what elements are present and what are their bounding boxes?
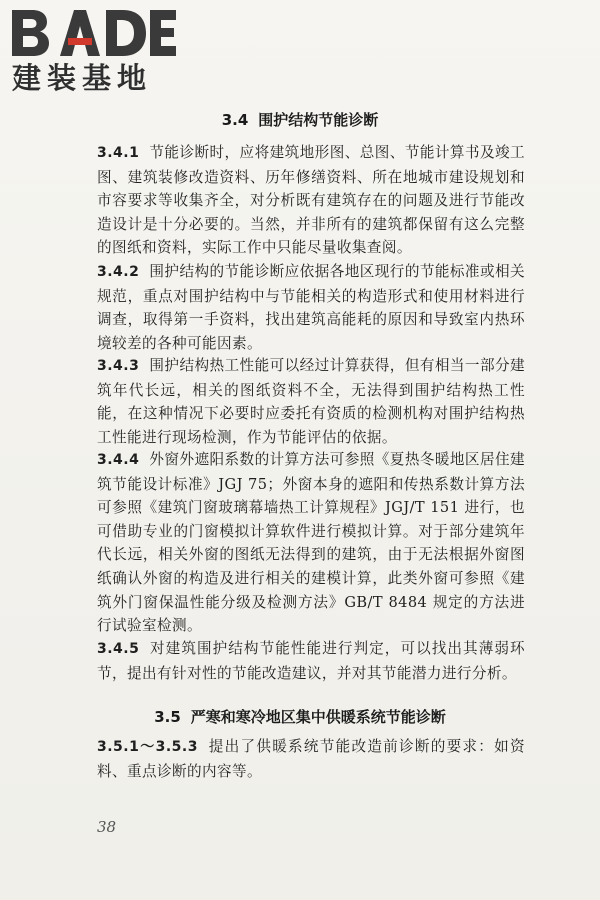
clause-text: 外窗外遮阳系数的计算方法可参照《夏热冬暖地区居住建筑节能设计标准》JGJ 75；外窗本身的遮阳和传热系数计算方法可参照《建筑门窗玻璃幕墙热工计算规程》JGJ/T 151 进行，也可借助专业的门窗模拟计算软件进行模拟计算。对于部分建筑年代长远，相关外窗的图纸无法得到的建筑，由于无法根据外窗图纸确认外窗的构造及进行相关的建模计算，此类外窗可参照《建筑外门窗保温性能分级及检测方法》GB/T 8484 规定的方法进行试验室检测。 (97, 451, 525, 635)
clause-text: 节能诊断时，应将建筑地形图、总图、节能计算书及竣工图、建筑装修改造资料、历年修缮资料、所在地城市建设规划和市容要求等收集齐全，对分析既有建筑存在的问题及进行节能改造设计是十分必要的。当然，并非所有的建筑都保留有这么完整的图纸和资料，实际工作中只能尽量收集查阅。 (97, 144, 525, 257)
clause-number: 3.4.5 (97, 641, 140, 657)
clause-text: 提出了供暖系统节能改造前诊断的要求：如资料、重点诊断的内容等。 (97, 738, 525, 780)
clause-number: 3.4.3 (97, 358, 140, 374)
clause-number: 3.4.1 (97, 145, 140, 161)
bade-wordmark-logo (8, 4, 178, 60)
clause-3-4-3 (97, 354, 525, 449)
section-title-3-4 (0, 109, 600, 130)
clause-number: 3.5.1～3.5.3 (97, 739, 198, 755)
clause-3-5-1-to-3-5-3 (97, 735, 525, 783)
clause-3-4-1 (97, 141, 525, 260)
clause-3-4-2 (97, 260, 525, 355)
clause-3-4-4 (97, 448, 525, 638)
section-title-3-5 (0, 706, 600, 727)
section-number: 3.4 (221, 111, 249, 129)
clause-text: 围护结构的节能诊断应依据各地区现行的节能标准或相关规范，重点对围护结构中与节能相关的构造形式和使用材料进行调查，取得第一手资料，找出建筑高能耗的原因和导致室内热环境较差的各种可能因素。 (97, 263, 525, 352)
page-number: 38 (97, 818, 117, 836)
bade-logo (8, 4, 178, 96)
clause-number: 3.4.2 (97, 264, 140, 280)
logo-chinese-text: 建装基地 (12, 61, 153, 95)
clause-text: 围护结构热工性能可以经过计算获得，但有相当一部分建筑年代长远，相关的图纸资料不全，无法得到围护结构热工性能，在这种情况下必要时应委托有资质的检测机构对围护结构热工性能进行现场检测，作为节能评估的依据。 (97, 357, 525, 446)
section-heading: 围护结构节能诊断 (258, 111, 379, 129)
section-heading: 严寒和寒冷地区集中供暖系统节能诊断 (190, 708, 446, 726)
clause-number: 3.4.4 (97, 452, 140, 468)
section-number: 3.5 (154, 708, 181, 726)
clause-3-4-5 (97, 637, 525, 685)
clause-text: 对建筑围护结构节能性能进行判定，可以找出其薄弱环节，提出有针对性的节能改造建议，并对其节能潜力进行分析。 (97, 640, 525, 682)
